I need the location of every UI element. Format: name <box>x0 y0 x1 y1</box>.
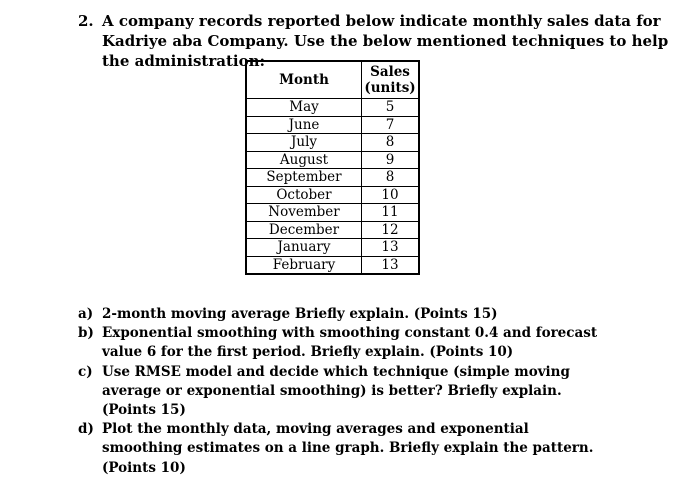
sales-cell: 11 <box>362 204 420 222</box>
sales-cell: 7 <box>362 116 420 134</box>
task-text: Plot the monthly data, moving averages and exponential smoothing estimates on a line graph. Briefly explain the pattern. (Points 10) <box>102 421 594 476</box>
month-cell: October <box>246 186 362 204</box>
month-cell: August <box>246 151 362 169</box>
task-label: d) <box>78 421 94 438</box>
sales-cell: 9 <box>362 151 420 169</box>
task-text: Exponential smoothing with smoothing constant 0.4 and forecast value 6 for the first period. Briefly explain. (Points 10) <box>102 325 598 361</box>
table-row <box>246 116 419 134</box>
table-row <box>246 239 419 257</box>
table-row <box>246 99 419 117</box>
month-cell: June <box>246 116 362 134</box>
table-row <box>246 134 419 152</box>
month-cell: November <box>246 204 362 222</box>
sales-cell: 10 <box>362 186 420 204</box>
question-text: A company records reported below indicate monthly sales data for Kadriye aba Company. Use the below mentioned techniques to help the administration: <box>102 12 669 70</box>
table-body <box>246 99 419 275</box>
task-text: 2-month moving average Briefly explain. (Points 15) <box>102 306 498 322</box>
month-cell: September <box>246 169 362 187</box>
table-row <box>246 186 419 204</box>
sales-cell: 12 <box>362 221 420 239</box>
task-item <box>78 420 608 478</box>
table-row <box>246 256 419 274</box>
task-list <box>78 305 608 478</box>
task-item <box>78 363 608 421</box>
table-row <box>246 151 419 169</box>
sales-cell: 5 <box>362 99 420 117</box>
table-header-row <box>246 61 419 99</box>
table-row <box>246 204 419 222</box>
sales-cell: 8 <box>362 169 420 187</box>
sales-cell: 13 <box>362 239 420 257</box>
task-label: b) <box>78 325 94 342</box>
month-cell: December <box>246 221 362 239</box>
month-column-header: Month <box>246 61 362 99</box>
task-text: Use RMSE model and decide which technique (simple moving average or exponential smoothing) is better? Briefly explain. (Points 15) <box>102 363 570 419</box>
task-item <box>78 305 608 324</box>
sales-cell: 13 <box>362 256 420 274</box>
month-cell: January <box>246 239 362 257</box>
task-label: a) <box>78 306 94 322</box>
sales-column-header: Sales (units) <box>362 61 420 99</box>
sales-cell: 8 <box>362 134 420 152</box>
month-cell: July <box>246 134 362 152</box>
table-row <box>246 169 419 187</box>
task-label: c) <box>78 363 93 380</box>
table-row <box>246 221 419 239</box>
task-item <box>78 324 608 362</box>
month-cell: May <box>246 99 362 117</box>
sales-table <box>245 60 420 275</box>
month-cell: February <box>246 256 362 274</box>
question-number: 2. <box>78 12 94 30</box>
